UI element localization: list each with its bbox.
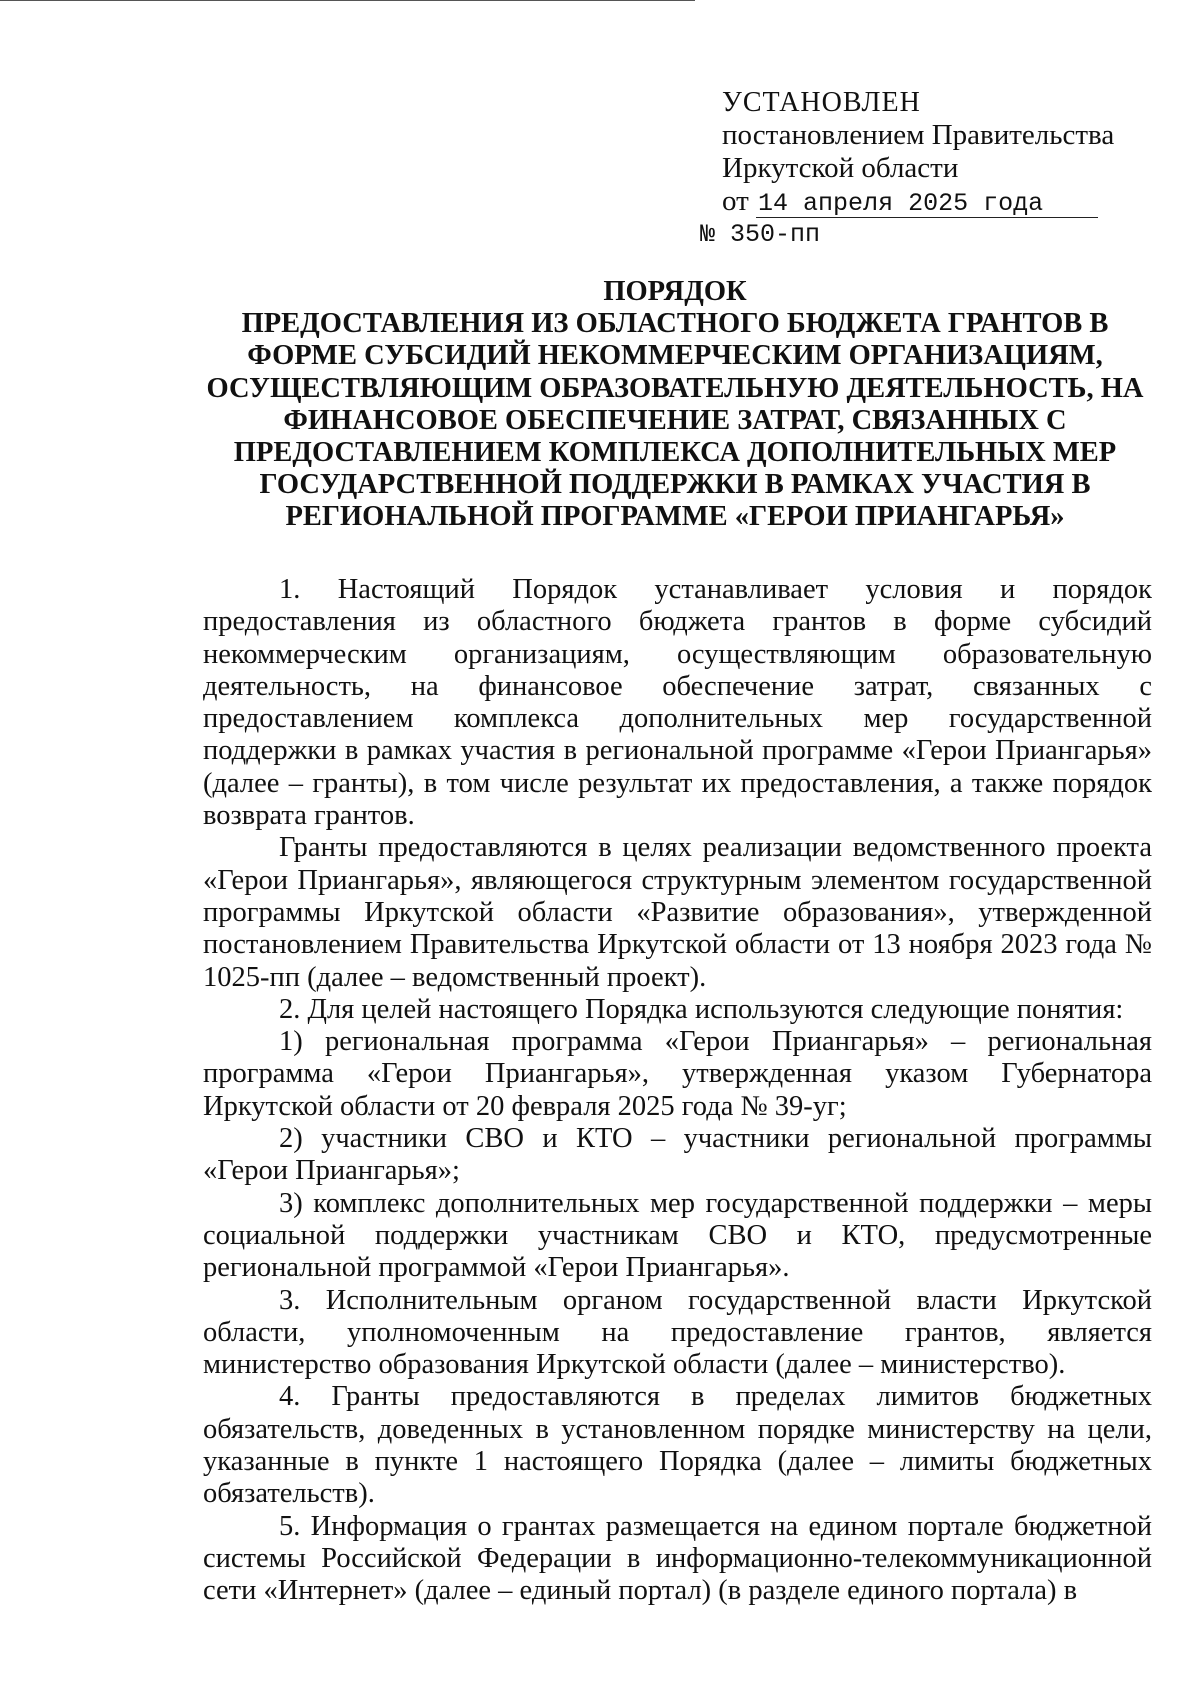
paragraph: 1. Настоящий Порядок устанавливает условия и порядок предоставления из областного бюджета грантов в форме субсидий некоммерческим организациям, осуществляющим образовательную деятельность, на финансовое обеспечение затрат, связанных с предоставлением комплекса дополнительных мер государственной поддержки в рамках участия в региональной программе «Герои Приангарья» (далее – гранты), в том числе результат их предоставления, а также порядок возврата грантов. [203,574,1152,832]
approval-title: УСТАНОВЛЕН [722,87,921,118]
paragraph: 4. Гранты предоставляются в пределах лимитов бюджетных обязательств, доведенных в установленном порядке министерству на цели, указанные в пункте 1 настоящего Порядка (далее – лимиты бюджетных обязательств). [203,1381,1152,1510]
paragraph: Гранты предоставляются в целях реализации ведомственного проекта «Герои Приангарья», являющегося структурным элементом государственной программы Иркутской области «Развитие образования», утвержденной постановлением Правительства Иркутской области от 13 ноября 2023 года № 1025-пп (далее – ведомственный проект). [203,832,1152,993]
approval-stamp [700,86,1142,252]
document-body [203,574,1152,1608]
document-subtitle: ПРЕДОСТАВЛЕНИЯ ИЗ ОБЛАСТНОГО БЮДЖЕТА ГРАНТОВ В ФОРМЕ СУБСИДИЙ НЕКОММЕРЧЕСКИМ ОРГАНИЗАЦИЯМ, ОСУЩЕСТВЛЯЮЩИМ ОБРАЗОВАТЕЛЬНУЮ ДЕЯТЕЛЬНОСТЬ, НА ФИНАНСОВОЕ ОБЕСПЕЧЕНИЕ ЗАТРАТ, СВЯЗАННЫХ С ПРЕДОСТАВЛЕНИЕМ КОМПЛЕКСА ДОПОЛНИТЕЛЬНЫХ МЕР ГОСУДАРСТВЕННОЙ ПОДДЕРЖКИ В РАМКАХ УЧАСТИЯ В РЕГИОНАЛЬНОЙ ПРОГРАММЕ «ГЕРОИ ПРИАНГАРЬЯ» [206,308,1144,533]
paragraph: 3. Исполнительным органом государственной власти Иркутской области, уполномоченным на предоставление грантов, является министерство образования Иркутской области (далее – министерство). [203,1284,1152,1381]
paragraph: 2) участники СВО и КТО – участники региональной программы «Герои Приангарья»; [203,1123,1152,1187]
approval-date-line [722,185,1142,218]
approval-date-prefix: от [722,185,749,217]
approval-date-value: 14 апреля 2025 года [756,191,1098,218]
approval-number: № 350-пп [700,220,821,249]
approval-line-1: постановлением Правительства [722,119,1115,151]
paragraph: 5. Информация о грантах размещается на едином портале бюджетной системы Российской Федерации в информационно-телекоммуникационной сети «Интернет» (далее – единый портал) (в разделе единого портала) в [203,1510,1152,1607]
paragraph: 1) региональная программа «Герои Приангарья» – региональная программа «Герои Приангарья», утвержденная указом Губернатора Иркутской области от 20 февраля 2025 года № 39-уг; [203,1026,1152,1122]
paragraph: 2. Для целей настоящего Порядка используются следующие понятия: [279,993,1124,1025]
document-title: ПОРЯДОК [603,276,747,307]
approval-line-2: Иркутской области [722,152,959,184]
document-heading [190,276,1160,534]
top-rule [0,0,695,1]
paragraph: 3) комплекс дополнительных мер государственной поддержки – меры социальной поддержки участникам СВО и КТО, предусмотренные региональной программой «Герои Приангарья». [203,1187,1152,1284]
